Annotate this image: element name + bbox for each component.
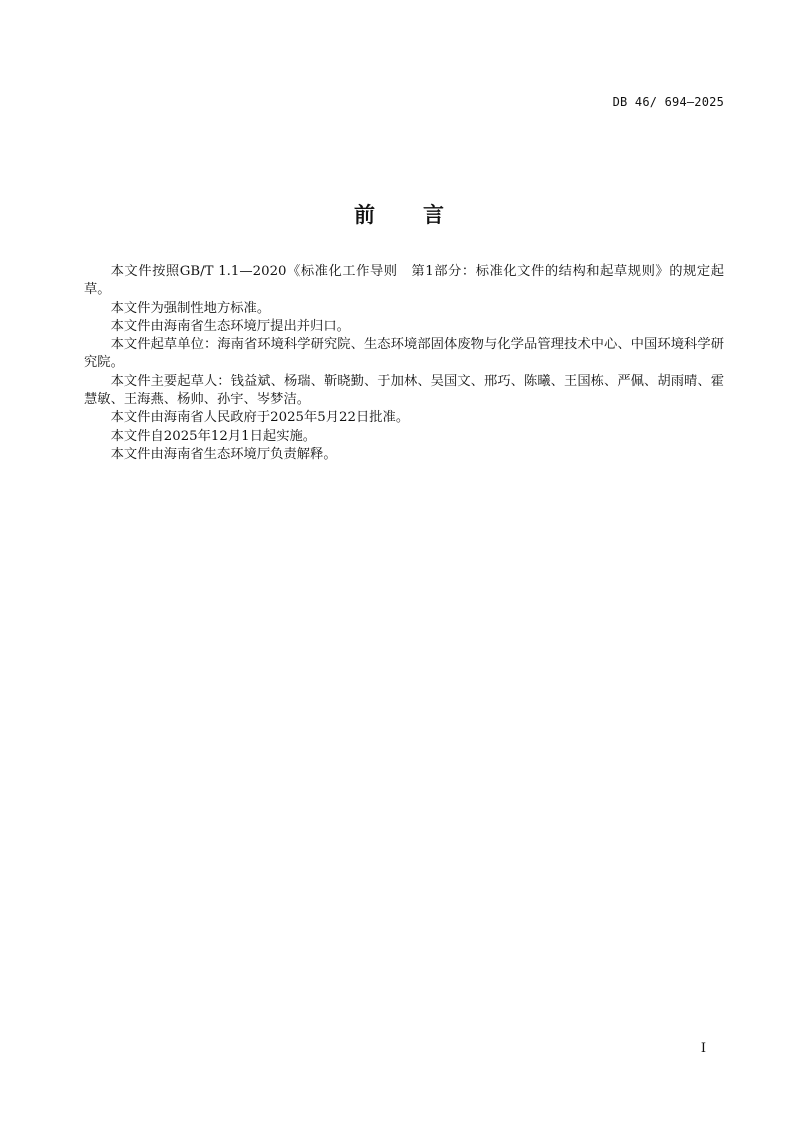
foreword-body	[84, 263, 724, 464]
paragraph-approval: 本文件由海南省人民政府于2025年5月22日批准。	[110, 410, 410, 426]
standard-code: DB 46/ 694—2025	[612, 95, 724, 109]
paragraph-implementation: 本文件自2025年12月1日起实施。	[110, 428, 317, 444]
page-title: 前 言	[354, 203, 446, 227]
paragraph-standard-type: 本文件为强制性地方标准。	[110, 300, 271, 316]
paragraph-drafting-rules: 本文件按照GB/T 1.1—2020《标准化工作导则 第1部分：标准化文件的结构和起草规则》的规定起草。	[84, 264, 724, 298]
paragraph-proposer: 本文件由海南省生态环境厅提出并归口。	[110, 318, 350, 334]
page-number: I	[700, 1041, 706, 1056]
paragraph-drafters: 本文件主要起草人：钱益斌、杨瑞、靳晓勤、于加林、吴国文、邢巧、陈曦、王国栋、严佩、胡雨晴、霍慧敏、王海燕、杨帅、孙宇、岑梦洁。	[84, 373, 724, 408]
paragraph-interpretation: 本文件由海南省生态环境厅负责解释。	[110, 446, 337, 462]
paragraph-drafting-units: 本文件起草单位：海南省环境科学研究院、生态环境部固体废物与化学品管理技术中心、中国环境科学研究院。	[84, 337, 724, 371]
